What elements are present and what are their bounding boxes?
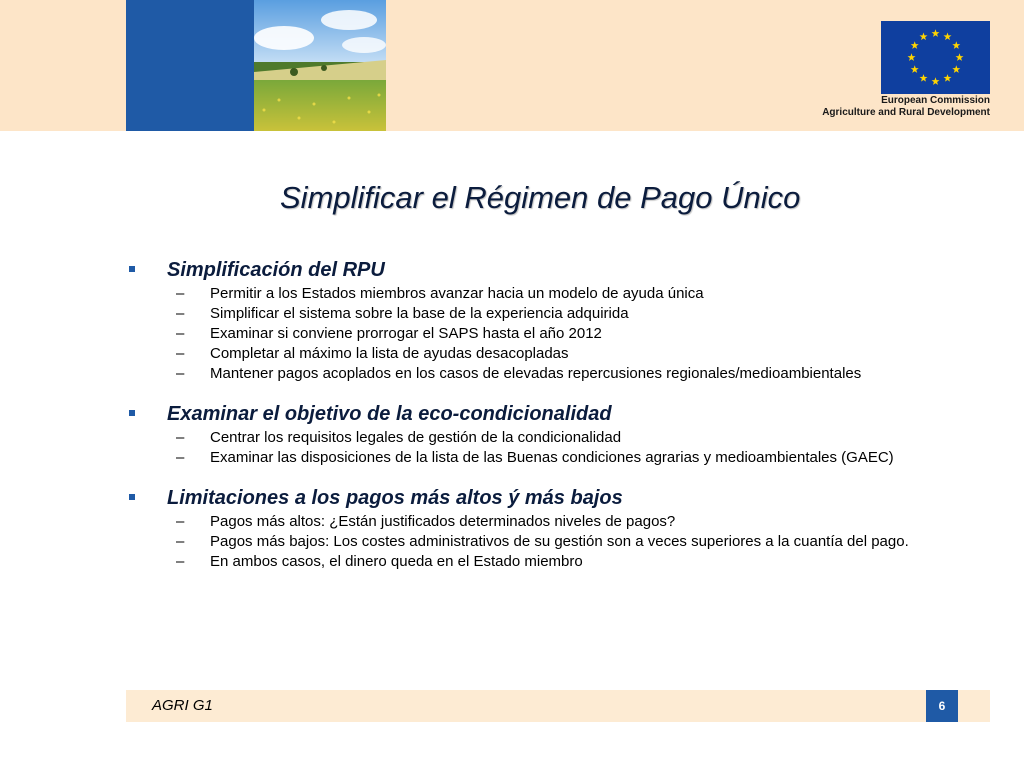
list-item	[126, 450, 966, 466]
section-heading-text: Examinar el objetivo de la eco-condicionalidad	[167, 403, 612, 425]
section	[126, 258, 966, 382]
sub-list	[126, 514, 966, 570]
square-bullet-icon	[129, 494, 135, 500]
list-item-text: En ambos casos, el dinero queda en el Estado miembro	[210, 553, 583, 570]
org-name: European Commission	[881, 95, 990, 106]
star-icon	[956, 53, 964, 61]
star-icon	[920, 74, 928, 82]
dash-bullet: –	[176, 285, 185, 302]
star-icon	[908, 53, 916, 61]
sub-list	[126, 430, 966, 466]
square-bullet-icon	[129, 410, 135, 416]
star-icon	[952, 41, 960, 49]
footer-label: AGRI G1	[152, 697, 213, 714]
header-blue-block	[126, 0, 254, 131]
list-item	[126, 514, 966, 530]
landscape-illustration	[254, 0, 386, 131]
list-item	[126, 286, 966, 302]
list-item	[126, 326, 966, 342]
list-item	[126, 554, 966, 570]
list-item-text: Mantener pagos acoplados en los casos de elevadas repercusiones regionales/medioambientales	[210, 365, 862, 382]
list-item	[126, 366, 966, 382]
dash-bullet: –	[176, 449, 185, 466]
dash-bullet: –	[176, 305, 185, 322]
list-item-text: Examinar las disposiciones de la lista de las Buenas condiciones agrarias y medioambientales (GAEC)	[210, 449, 894, 466]
dash-bullet: –	[176, 365, 185, 382]
list-item	[126, 534, 966, 550]
section-heading-text: Simplificación del RPU	[167, 259, 385, 281]
section-heading	[126, 258, 966, 282]
star-icon	[944, 33, 952, 41]
section	[126, 402, 966, 466]
list-item	[126, 306, 966, 322]
slide-content	[126, 258, 966, 590]
star-icon	[932, 77, 940, 85]
dash-bullet: –	[176, 553, 185, 570]
eu-flag-icon	[881, 21, 990, 94]
list-item	[126, 430, 966, 446]
section-heading-text: Limitaciones a los pagos más altos ý más bajos	[167, 487, 623, 509]
list-item-text: Pagos más altos: ¿Están justificados determinados niveles de pagos?	[210, 513, 676, 530]
org-department: Agriculture and Rural Development	[822, 107, 990, 118]
landscape-photo	[254, 0, 386, 131]
page-number: 6	[926, 690, 958, 722]
list-item	[126, 346, 966, 362]
section-heading	[126, 486, 966, 510]
sub-list	[126, 286, 966, 382]
star-icon	[932, 29, 940, 37]
list-item-text: Permitir a los Estados miembros avanzar hacia un modelo de ayuda única	[210, 285, 704, 302]
star-icon	[952, 65, 960, 73]
list-item-text: Simplificar el sistema sobre la base de la experiencia adquirida	[210, 305, 629, 322]
dash-bullet: –	[176, 533, 185, 550]
list-item-text: Centrar los requisitos legales de gestión de la condicionalidad	[210, 429, 622, 446]
footer-band	[126, 690, 990, 722]
dash-bullet: –	[176, 513, 185, 530]
dash-bullet: –	[176, 325, 185, 342]
dash-bullet: –	[176, 429, 185, 446]
list-item-text: Examinar si conviene prorrogar el SAPS hasta el año 2012	[210, 325, 602, 342]
star-icon	[944, 74, 952, 82]
dash-bullet: –	[176, 345, 185, 362]
slide-title: Simplificar el Régimen de Pago Único	[280, 180, 801, 215]
list-item-text: Pagos más bajos: Los costes administrativos de su gestión son a veces superiores a la cuantía del pago.	[210, 533, 909, 550]
section	[126, 486, 966, 570]
section-heading	[126, 402, 966, 426]
star-icon	[911, 65, 919, 73]
square-bullet-icon	[129, 266, 135, 272]
star-icon	[920, 33, 928, 41]
star-icon	[911, 41, 919, 49]
list-item-text: Completar al máximo la lista de ayudas desacopladas	[210, 345, 569, 362]
